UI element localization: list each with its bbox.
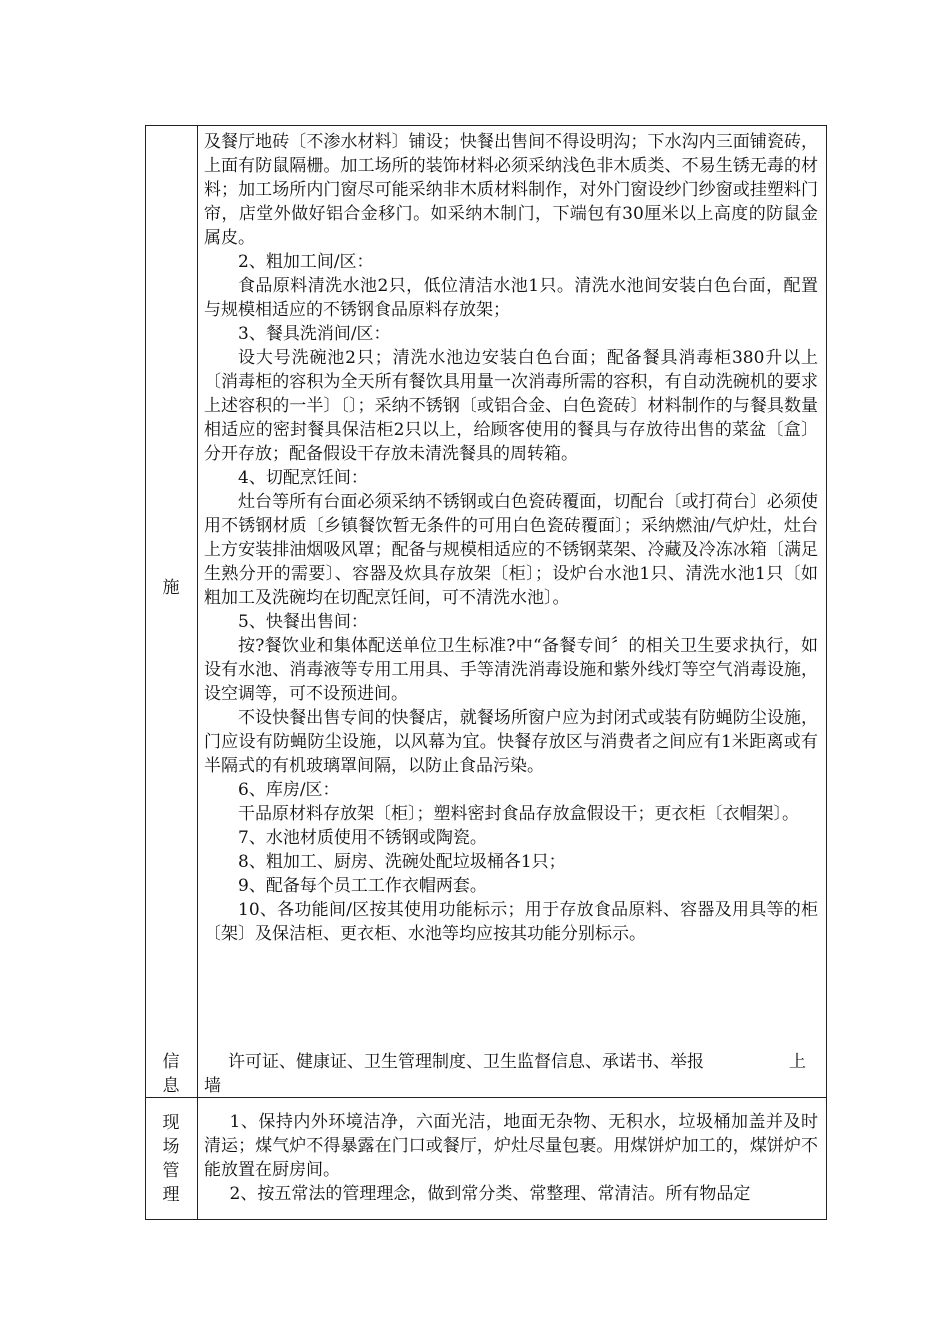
section-heading: 2、粗加工间/区：: [238, 252, 374, 272]
table-column-divider: [197, 125, 198, 1220]
facility-requirements-text: [204, 130, 818, 946]
info-label-char: 息: [162, 1076, 180, 1096]
list-item: 9、配备每个员工工作衣帽两套。: [238, 876, 487, 896]
info-label-char: 信: [162, 1052, 180, 1072]
table-top-border: [145, 125, 827, 126]
paragraph: 设大号洗碗池2只；清洗水池边安装白色台面；配备餐具消毒柜380升以上〔消毒柜的容积为全天所有餐饮具用量一次消毒所需的容积，有自动洗碗机的要求上述容积的一半〕〔〕；采纳不锈钢〔或铝合金、白色瓷砖〕材料制作的与餐具数量相适应的密封餐具保洁柜2只以上，给顾客使用的餐具与存放待出售的菜盆〔盒〕分开存放；配备假设干存放未清洗餐具的周转箱。: [204, 348, 818, 464]
section-heading: 6、库房/区：: [238, 780, 340, 800]
paragraph: 干品原材料存放架〔柜〕；塑料密封食品存放盒假设干；更衣柜〔衣帽架〕。: [238, 804, 799, 824]
list-item: 7、水池材质使用不锈钢或陶瓷。: [238, 828, 487, 848]
management-label-char: 理: [162, 1185, 180, 1205]
paragraph: 1、保持内外环境洁净，六面光洁，地面无杂物、无积水，垃圾桶加盖并及时清运；煤气炉不得暴露在门口或餐厅，炉灶尽量包裹。用煤饼炉加工的，煤饼炉不能放置在厨房间。: [204, 1112, 818, 1180]
paragraph: 不设快餐出售专间的快餐店，就餐场所窗户应为封闭式或装有防蝇防尘设施，门应设有防蝇防尘设施，以风幕为宜。快餐存放区与消费者之间应有1米距离或有半隔式的有机玻璃罩间隔，以防止食品污染。: [204, 708, 818, 776]
paragraph: 灶台等所有台面必须采纳不锈钢或白色瓷砖覆面，切配台〔或打荷台〕必须使用不锈钢材质〔乡镇餐饮暂无条件的可用白色瓷砖覆面〕；采纳燃油/气炉灶，灶台上方安装排油烟吸风罩；配备与规模相适应的不锈钢菜架、冷藏及冷冻冰箱〔满足生熟分开的需要〕、容器及炊具存放架〔柜〕；设炉台水池1只、清洗水池1只〔如粗加工及洗碗均在切配烹饪间，可不清洗水池〕。: [204, 492, 818, 608]
info-row-label: [145, 1050, 197, 1098]
table-bottom-border: [145, 1219, 827, 1220]
info-line-wrap: 墙: [204, 1076, 221, 1096]
management-row-label: [145, 1111, 197, 1207]
facility-row-label: [145, 576, 197, 600]
table-right-border: [826, 125, 827, 1220]
section-heading: 3、餐具洗消间/区：: [238, 324, 391, 344]
paragraph: 2、按五常法的管理理念，做到常分类、常整理、常清洁。所有物品定: [229, 1184, 751, 1204]
management-requirements-text: [204, 1110, 818, 1206]
section-heading: 5、快餐出售间：: [238, 612, 368, 632]
info-line-main: 许可证、健康证、卫生管理制度、卫生监督信息、承诺书、举报: [228, 1052, 704, 1072]
paragraph: 食品原料清洗水池2只，低位清洁水池1只。清洗水池间安装白色台面，配置与规模相适应的不锈钢食品原料存放架；: [204, 276, 818, 320]
section-heading: 4、切配烹饪间：: [238, 468, 368, 488]
info-line: [204, 1050, 816, 1096]
info-line-tail: 上: [789, 1052, 806, 1072]
list-item: 8、粗加工、厨房、洗碗处配垃圾桶各1只；: [238, 852, 566, 872]
management-label-char: 场: [162, 1137, 180, 1157]
facility-label-char: 施: [162, 578, 180, 598]
table-row-divider: [145, 1097, 827, 1098]
list-item: 10、各功能间/区按其使用功能标示；用于存放食品原料、容器及用具等的柜〔架〕及保洁柜、更衣柜、水池等均应按其功能分别标示。: [204, 900, 818, 944]
paragraph: 及餐厅地砖〔不渗水材料〕铺设；快餐出售间不得设明沟；下水沟内三面铺瓷砖，上面有防鼠隔栅。加工场所的装饰材料必须采纳浅色非木质类、不易生锈无毒的材料；加工场所内门窗尽可能采纳非木质材料制作，对外门窗设纱门纱窗或挂塑料门帘，店堂外做好铝合金移门。如采纳木制门，下端包有30厘米以上高度的防鼠金属皮。: [204, 132, 818, 248]
management-label-char: 现: [162, 1113, 180, 1133]
management-label-char: 管: [162, 1161, 180, 1181]
paragraph: 按?餐饮业和集体配送单位卫生标准?中“备餐专间〞的相关卫生要求执行，如设有水池、消毒液等专用工用具、手等清洗消毒设施和紫外线灯等空气消毒设施，设空调等，可不设预进间。: [204, 636, 818, 704]
